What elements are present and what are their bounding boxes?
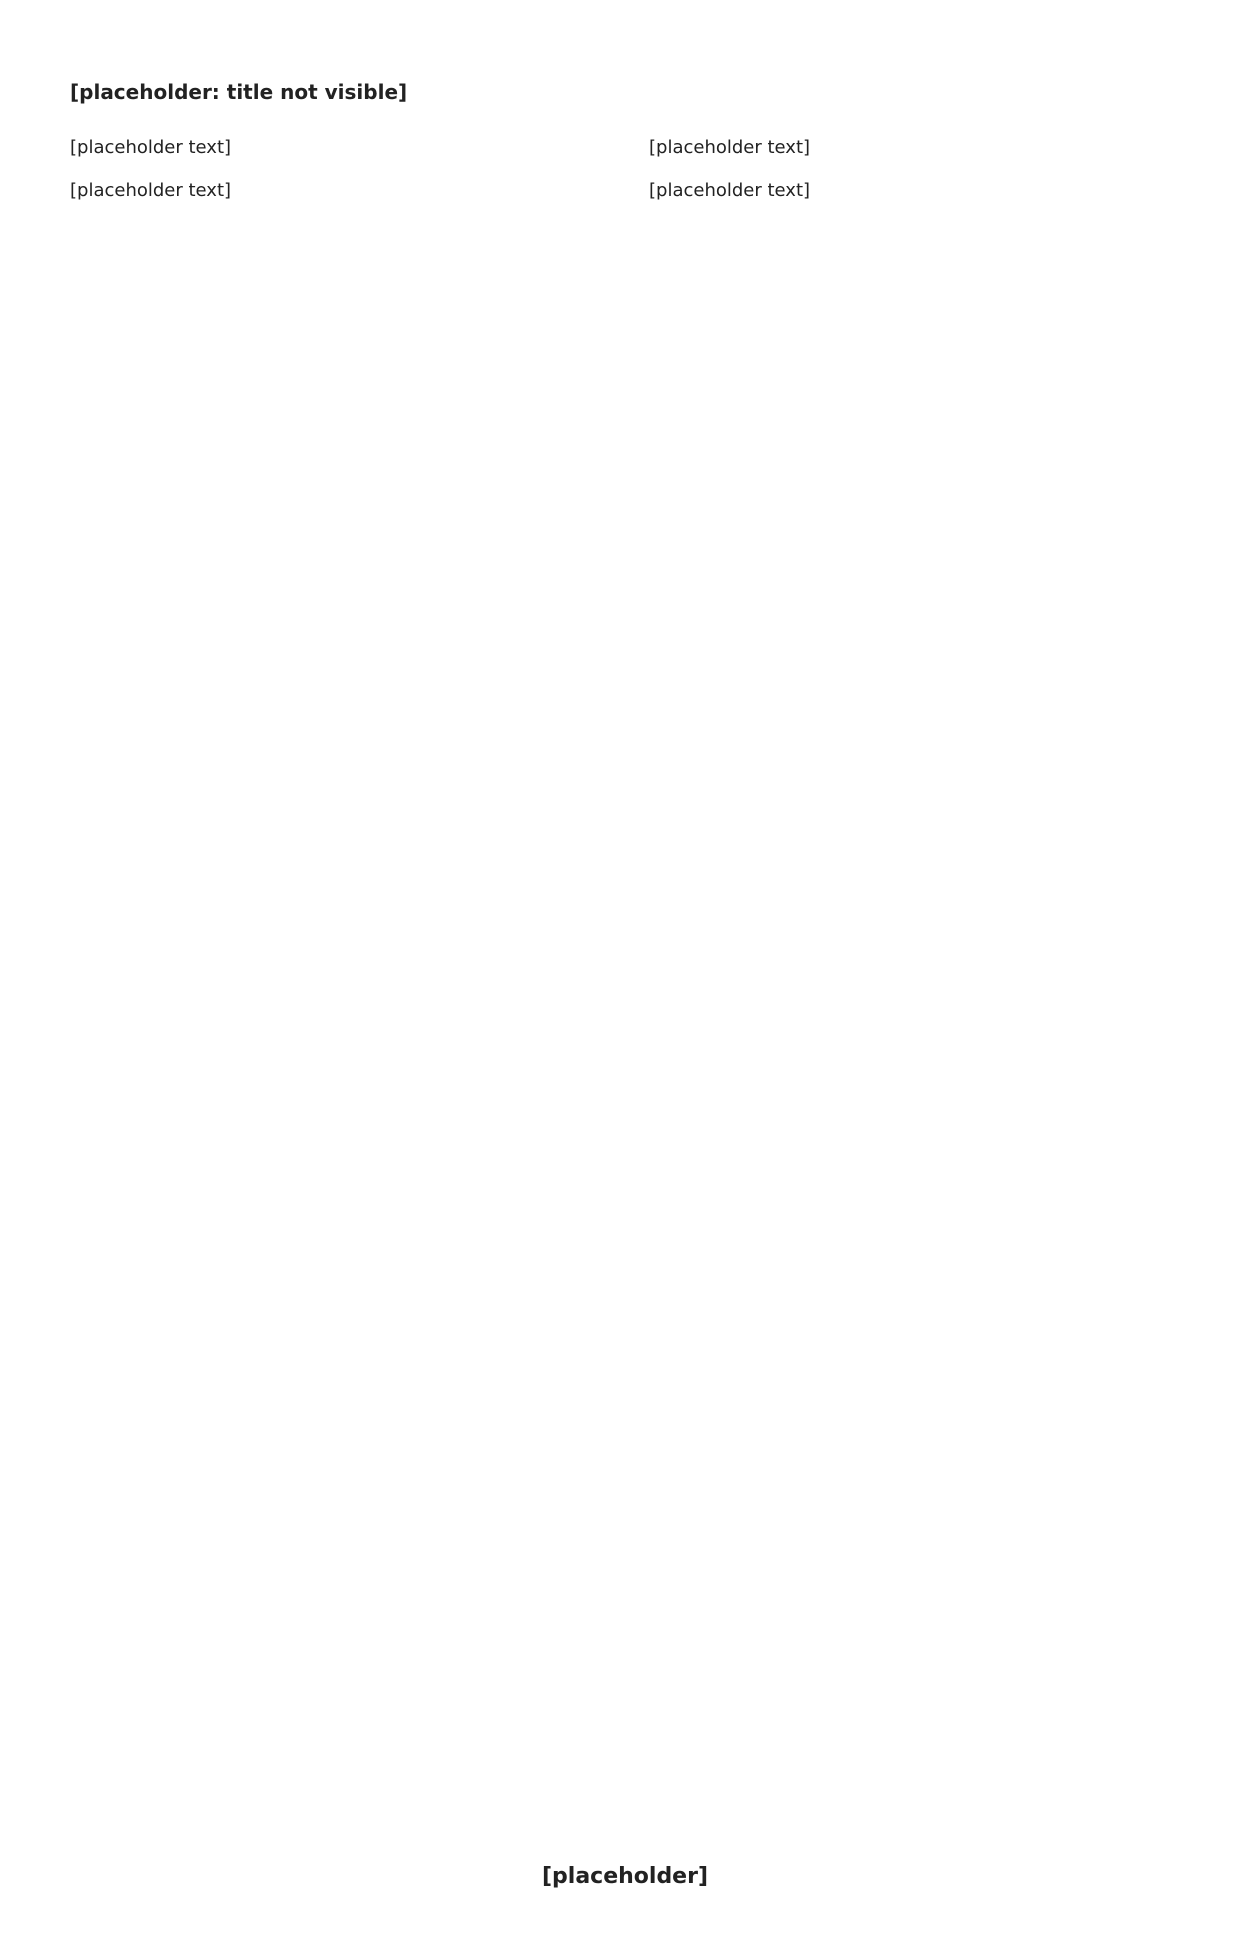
left-column <box>70 134 601 220</box>
left-paragraph: [placeholder text] <box>70 179 232 201</box>
page-title: [placeholder: title not visible] <box>70 80 408 104</box>
right-column <box>649 134 1180 220</box>
two-column-body <box>70 134 1180 220</box>
right-paragraph: [placeholder text] <box>649 179 811 201</box>
left-paragraph: [placeholder text] <box>70 137 232 158</box>
page-number: [placeholder] <box>541 1864 709 1889</box>
right-paragraph: [placeholder text] <box>649 137 811 158</box>
